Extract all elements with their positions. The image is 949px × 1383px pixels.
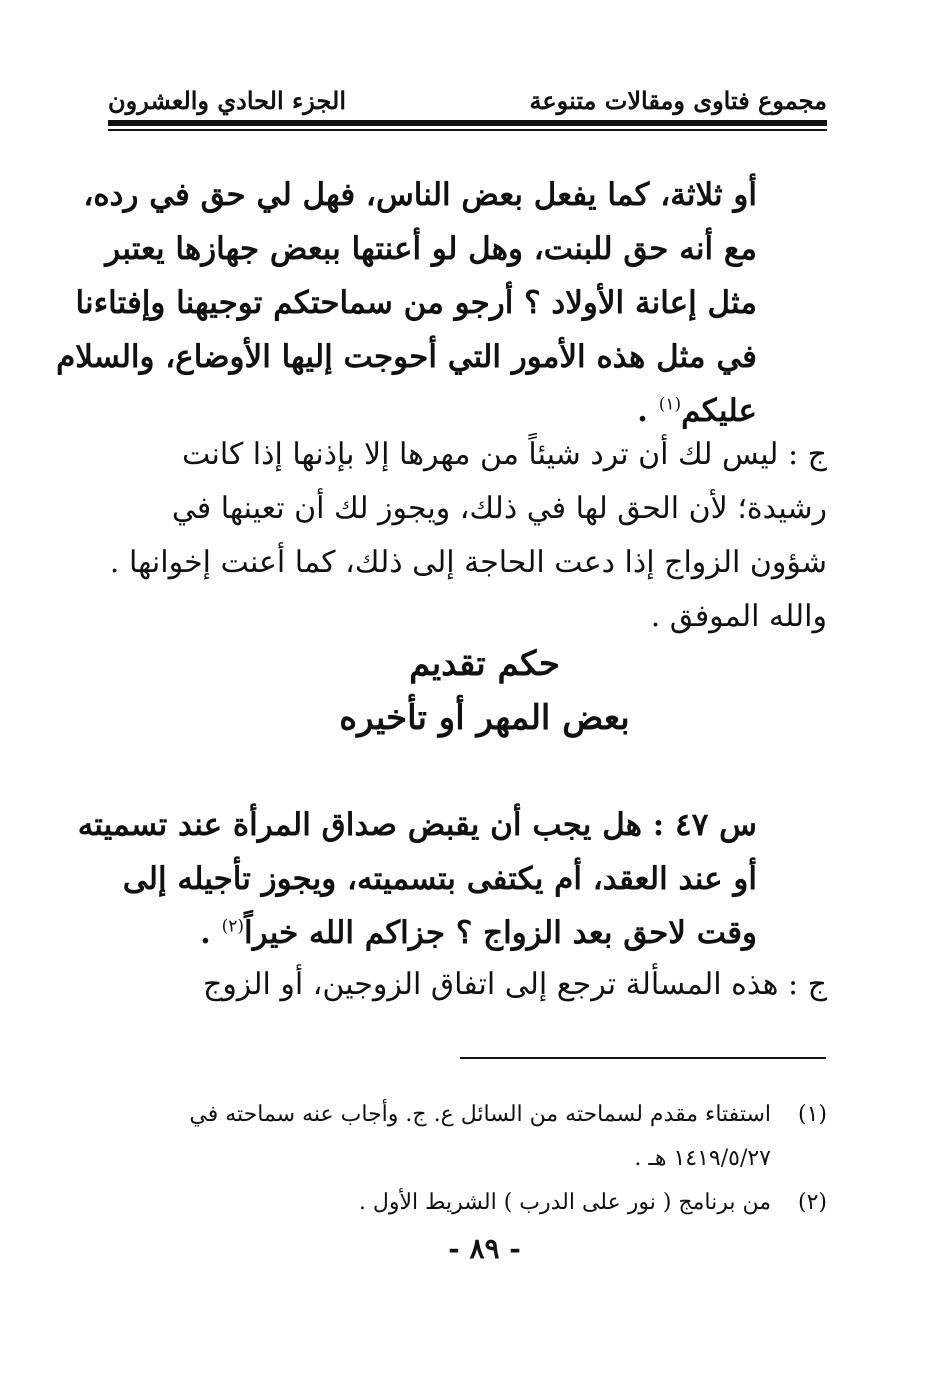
- answer-47: [107, 958, 827, 1012]
- book-title: مجموع فتاوى ومقالات متنوعة: [529, 86, 827, 115]
- question-2-line: س ٤٧ : هل يجب أن يقبض صداق المرأة عند تسميته: [77, 807, 757, 843]
- question-1-line: مثل إعانة الأولاد ؟ أرجو من سماحتكم توجيهنا وإفتاءنا: [75, 285, 757, 321]
- page-number: - ٨٩ -: [448, 1232, 521, 1265]
- answer-1-line: رشيدة؛ لأن الحق لها في ذلك، ويجوز لك أن تعينها في: [171, 491, 827, 526]
- question-1-end: .: [637, 393, 648, 429]
- question-1-continuation: [56, 168, 757, 438]
- question-1-line: عليكم: [681, 393, 757, 429]
- question-2-end: .: [200, 915, 211, 951]
- answer-1-line: والله الموفق .: [650, 599, 827, 634]
- question-47: [77, 798, 757, 960]
- question-1-line: أو ثلاثة، كما يفعل بعض الناس، فهل لي حق في رده،: [83, 177, 757, 213]
- section-title-line-1: حكم تقديم: [409, 644, 560, 684]
- answer-2-line: ج : هذه المسألة ترجع إلى اتفاق الزوجين، أو الزوج: [202, 967, 827, 1002]
- question-2-last-line: [107, 906, 757, 960]
- volume-label: الجزء الحادي والعشرون: [108, 86, 346, 115]
- running-header: [108, 78, 827, 118]
- footnote-ref-1: (١): [658, 394, 682, 415]
- section-title-line-2: بعض المهر أو تأخيره: [339, 698, 630, 738]
- question-1-line: في مثل هذه الأمور التي أحوجت إليها الأوضاع، والسلام: [56, 339, 757, 375]
- footnotes: [107, 1093, 827, 1225]
- footnote-number: (١): [797, 1102, 827, 1127]
- footnote-separator: [460, 1057, 826, 1059]
- question-2-line: وقت لاحق بعد الزواج ؟ جزاكم الله خيراً: [244, 915, 757, 951]
- footnote-2: [107, 1181, 827, 1225]
- footnote-line: من برنامج ( نور على الدرب ) الشريط الأول .: [358, 1190, 771, 1215]
- header-rule-thin: [108, 129, 827, 131]
- answer-1-line: ج : ليس لك أن ترد شيئاً من مهرها إلا بإذنها إذا كانت: [182, 437, 827, 472]
- answer-1-line: شؤون الزواج إذا دعت الحاجة إلى ذلك، كما أعنت إخوانها .: [109, 545, 827, 580]
- footnote-1: [107, 1093, 827, 1181]
- question-1-line: مع أنه حق للبنت، وهل لو أعنتها ببعض جهازها يعتبر: [105, 231, 757, 267]
- footnote-line: ١٤١٩/٥/٢٧ هـ .: [634, 1146, 771, 1171]
- answer-1: [107, 428, 827, 644]
- footnote-line: استفتاء مقدم لسماحته من السائل ع. ج. وأجاب عنه سماحته في: [189, 1102, 771, 1127]
- footnote-number: (٢): [797, 1190, 827, 1215]
- header-rule-thick: [108, 120, 827, 126]
- footnote-ref-2: (٢): [221, 916, 245, 937]
- question-2-line: أو عند العقد، أم يكتفى بتسميته، ويجوز تأجيله إلى: [122, 861, 757, 897]
